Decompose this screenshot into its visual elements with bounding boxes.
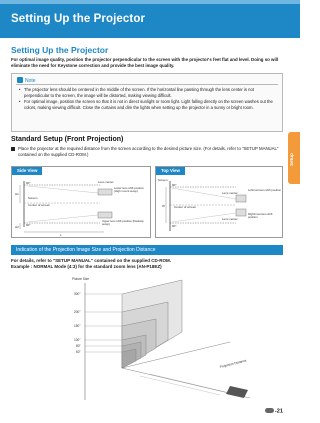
side-lower-shift-label: Lower lens shift position (High mount setup) — [114, 187, 144, 194]
language-badge-icon — [265, 408, 274, 413]
note-heading — [17, 77, 36, 84]
side-mark-h2: H2 — [15, 225, 19, 229]
picture-size-300: 300" — [74, 292, 81, 296]
section-tab-setup[interactable] — [288, 132, 300, 184]
picture-size-label: Picture Size — [72, 277, 90, 281]
section-tab-label: Setup — [289, 153, 294, 166]
projection-distance-label: Projection Distance — [219, 358, 247, 369]
indication-band — [11, 245, 283, 255]
side-angle-top: 90° — [26, 181, 31, 185]
standard-setup-body: Place the projector at the required distance from the screen according to the desired picture size. (For details, refer to "SETUP MANUAL" contained on the supplied CD-ROM.) — [18, 146, 279, 158]
note-divider — [16, 84, 278, 85]
indication-refer-line2: Example : NORMAL Mode (4:3) for the standard zoom lens (AN-P18EZ) — [11, 264, 162, 270]
top-leftmost-shift-label: Leftmost lens shift position — [248, 189, 281, 192]
note-item: • For optimal image, position the screen so that it is not in direct sunlight or room light. Light falling directly on the screen washes out the colors, making viewing difficult. Close the curtains and dim the lights when setting up the projector in a sunny or bright room. — [19, 99, 279, 111]
indication-refer — [11, 258, 283, 271]
page-title: Setting Up the Projector — [11, 13, 146, 25]
standard-setup-title: Standard Setup (Front Projection) — [11, 136, 124, 143]
page-number-text: -21 — [274, 408, 283, 414]
note-list — [19, 87, 279, 111]
top-angle-top: 90° — [172, 183, 177, 187]
top-view-drawing — [156, 167, 284, 239]
picture-size-100: 100" — [74, 338, 81, 342]
picture-size-150: 150" — [74, 324, 81, 328]
header-accent-band — [0, 0, 300, 4]
top-rightmost-shift-label: Rightmost lens shift position — [248, 213, 273, 220]
indication-refer-line1: For details, refer to "SETUP MANUAL" contained on the supplied CD-ROM. — [11, 258, 171, 263]
top-lens-center-right: Lens center — [222, 191, 238, 195]
indication-title: Indication of the Projection Image Size and Projection Distance — [16, 247, 156, 253]
note-heading-label: Note — [25, 78, 36, 84]
note-box — [11, 73, 283, 132]
side-lens-center-label: Lens center — [98, 180, 114, 184]
note-item: • The projector lens should be centered in the middle of the screen. If the horizontal line passing through the lens center is not perpendicular to the screen, the image will be distorted, making viewing difficult. — [19, 87, 279, 99]
side-angle-bottom: 90° — [26, 223, 31, 227]
side-view-label: Side View — [12, 167, 42, 175]
top-view-label: Top View — [156, 167, 185, 175]
top-view-diagram — [155, 166, 283, 238]
picture-size-80: 80" — [76, 344, 81, 348]
picture-size-60: 60" — [76, 350, 81, 354]
projection-size-figure — [30, 272, 275, 412]
side-view-drawing — [12, 167, 152, 239]
intro-paragraph: For optimal image quality, position the projector perpendicular to the screen with the projector's feet flat and level. Doing so will eliminate the need for Keystone correction and provide the best image quality. — [11, 57, 279, 69]
top-angle-bottom: 90° — [172, 224, 177, 228]
top-lens-center-left: Lens center — [222, 217, 238, 221]
side-mark-l: L — [60, 233, 62, 237]
side-mark-h1: H1 — [15, 192, 19, 196]
section-title: Setting Up the Projector — [11, 45, 109, 55]
note-icon — [17, 77, 23, 83]
side-upper-shift-label: Upper lens shift position (Desktop setup) — [102, 220, 144, 227]
top-mark-w: W — [162, 204, 165, 208]
page-header — [0, 0, 300, 38]
side-center-label: Center of screen — [28, 203, 51, 207]
picture-size-200: 200" — [74, 310, 81, 314]
side-view-diagram — [11, 166, 151, 238]
bullet-square-icon — [11, 147, 15, 151]
top-screen-label: Screen — [158, 178, 168, 182]
top-center-label: Center of screen — [174, 205, 197, 209]
side-screen-label: Screen — [28, 196, 38, 200]
standard-setup-text — [11, 146, 283, 158]
page-number — [265, 408, 283, 415]
